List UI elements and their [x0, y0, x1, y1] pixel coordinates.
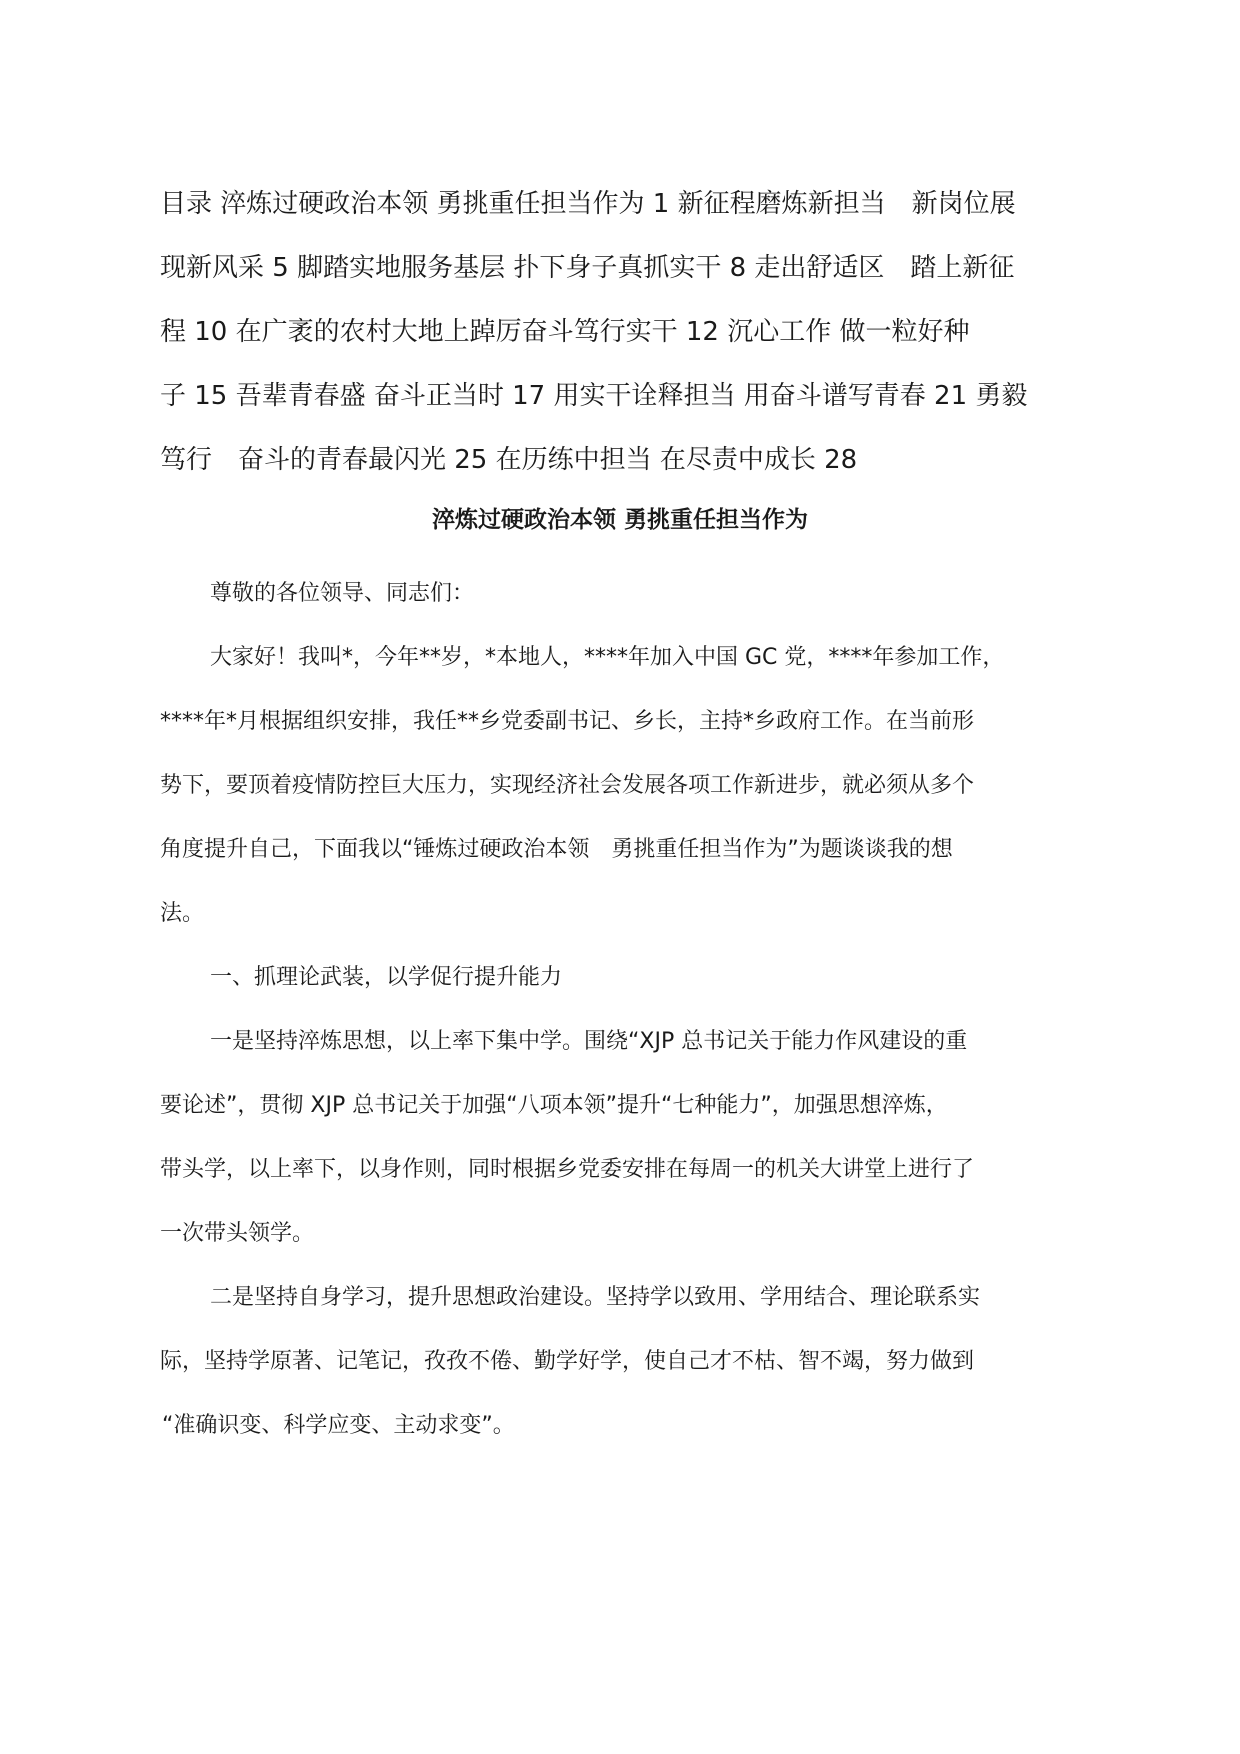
body-line: 大家好！我叫*，今年**岁，*本地人，****年加入中国 GC 党，****年参加工作， [210, 645, 1005, 670]
toc-line: 子 15 吾辈青春盛 奋斗正当时 17 用实干诠释担当 用奋斗谱写青春 21 勇毅 [160, 381, 1028, 411]
body-line: ****年*月根据组织安排，我任**乡党委副书记、乡长，主持*乡政府工作。在当前形 [160, 709, 975, 734]
body-line: 势下，要顶着疫情防控巨大压力，实现经济社会发展各项工作新进步，就必须从多个 [160, 773, 975, 798]
body-line: “准确识变、科学应变、主动求变”。 [162, 1413, 515, 1438]
body-line: 一是坚持淬炼思想，以上率下集中学。围绕“XJP 总书记关于能力作风建设的重 [210, 1029, 968, 1054]
article-title: 淬炼过硬政治本领 勇挑重任担当作为 [431, 507, 808, 533]
greeting: 尊敬的各位领导、同志们： [210, 581, 475, 606]
body-line: 二是坚持自身学习，提升思想政治建设。坚持学以致用、学用结合、理论联系实 [210, 1285, 981, 1310]
toc-line: 笃行 奋斗的青春最闪光 25 在历练中担当 在尽责中成长 28 [160, 445, 858, 475]
body-line: 际，坚持学原著、记笔记，孜孜不倦、勤学好学，使自己才不枯、智不竭，努力做到 [160, 1349, 975, 1374]
table-of-contents [160, 172, 1100, 492]
body-line: 带头学，以上率下，以身作则，同时根据乡党委安排在每周一的机关大讲堂上进行了 [160, 1157, 975, 1182]
body-line: 法。 [160, 901, 205, 926]
toc-line: 目录 淬炼过硬政治本领 勇挑重任担当作为 1 新征程磨炼新担当 新岗位展 [160, 189, 1016, 219]
article-body [160, 562, 1100, 1458]
section-heading: 一、抓理论武装，以学促行提升能力 [210, 965, 563, 990]
body-line: 要论述”，贯彻 XJP 总书记关于加强“八项本领”提升“七种能力”，加强思想淬炼， [160, 1093, 948, 1118]
body-line: 角度提升自己，下面我以“锤炼过硬政治本领 勇挑重任担当作为”为题谈谈我的想 [160, 837, 953, 862]
toc-line: 现新风采 5 脚踏实地服务基层 扑下身子真抓实干 8 走出舒适区 踏上新征 [160, 253, 1015, 283]
body-line: 一次带头领学。 [160, 1221, 315, 1246]
toc-line: 程 10 在广袤的农村大地上踔厉奋斗笃行实干 12 沉心工作 做一粒好种 [160, 317, 970, 347]
